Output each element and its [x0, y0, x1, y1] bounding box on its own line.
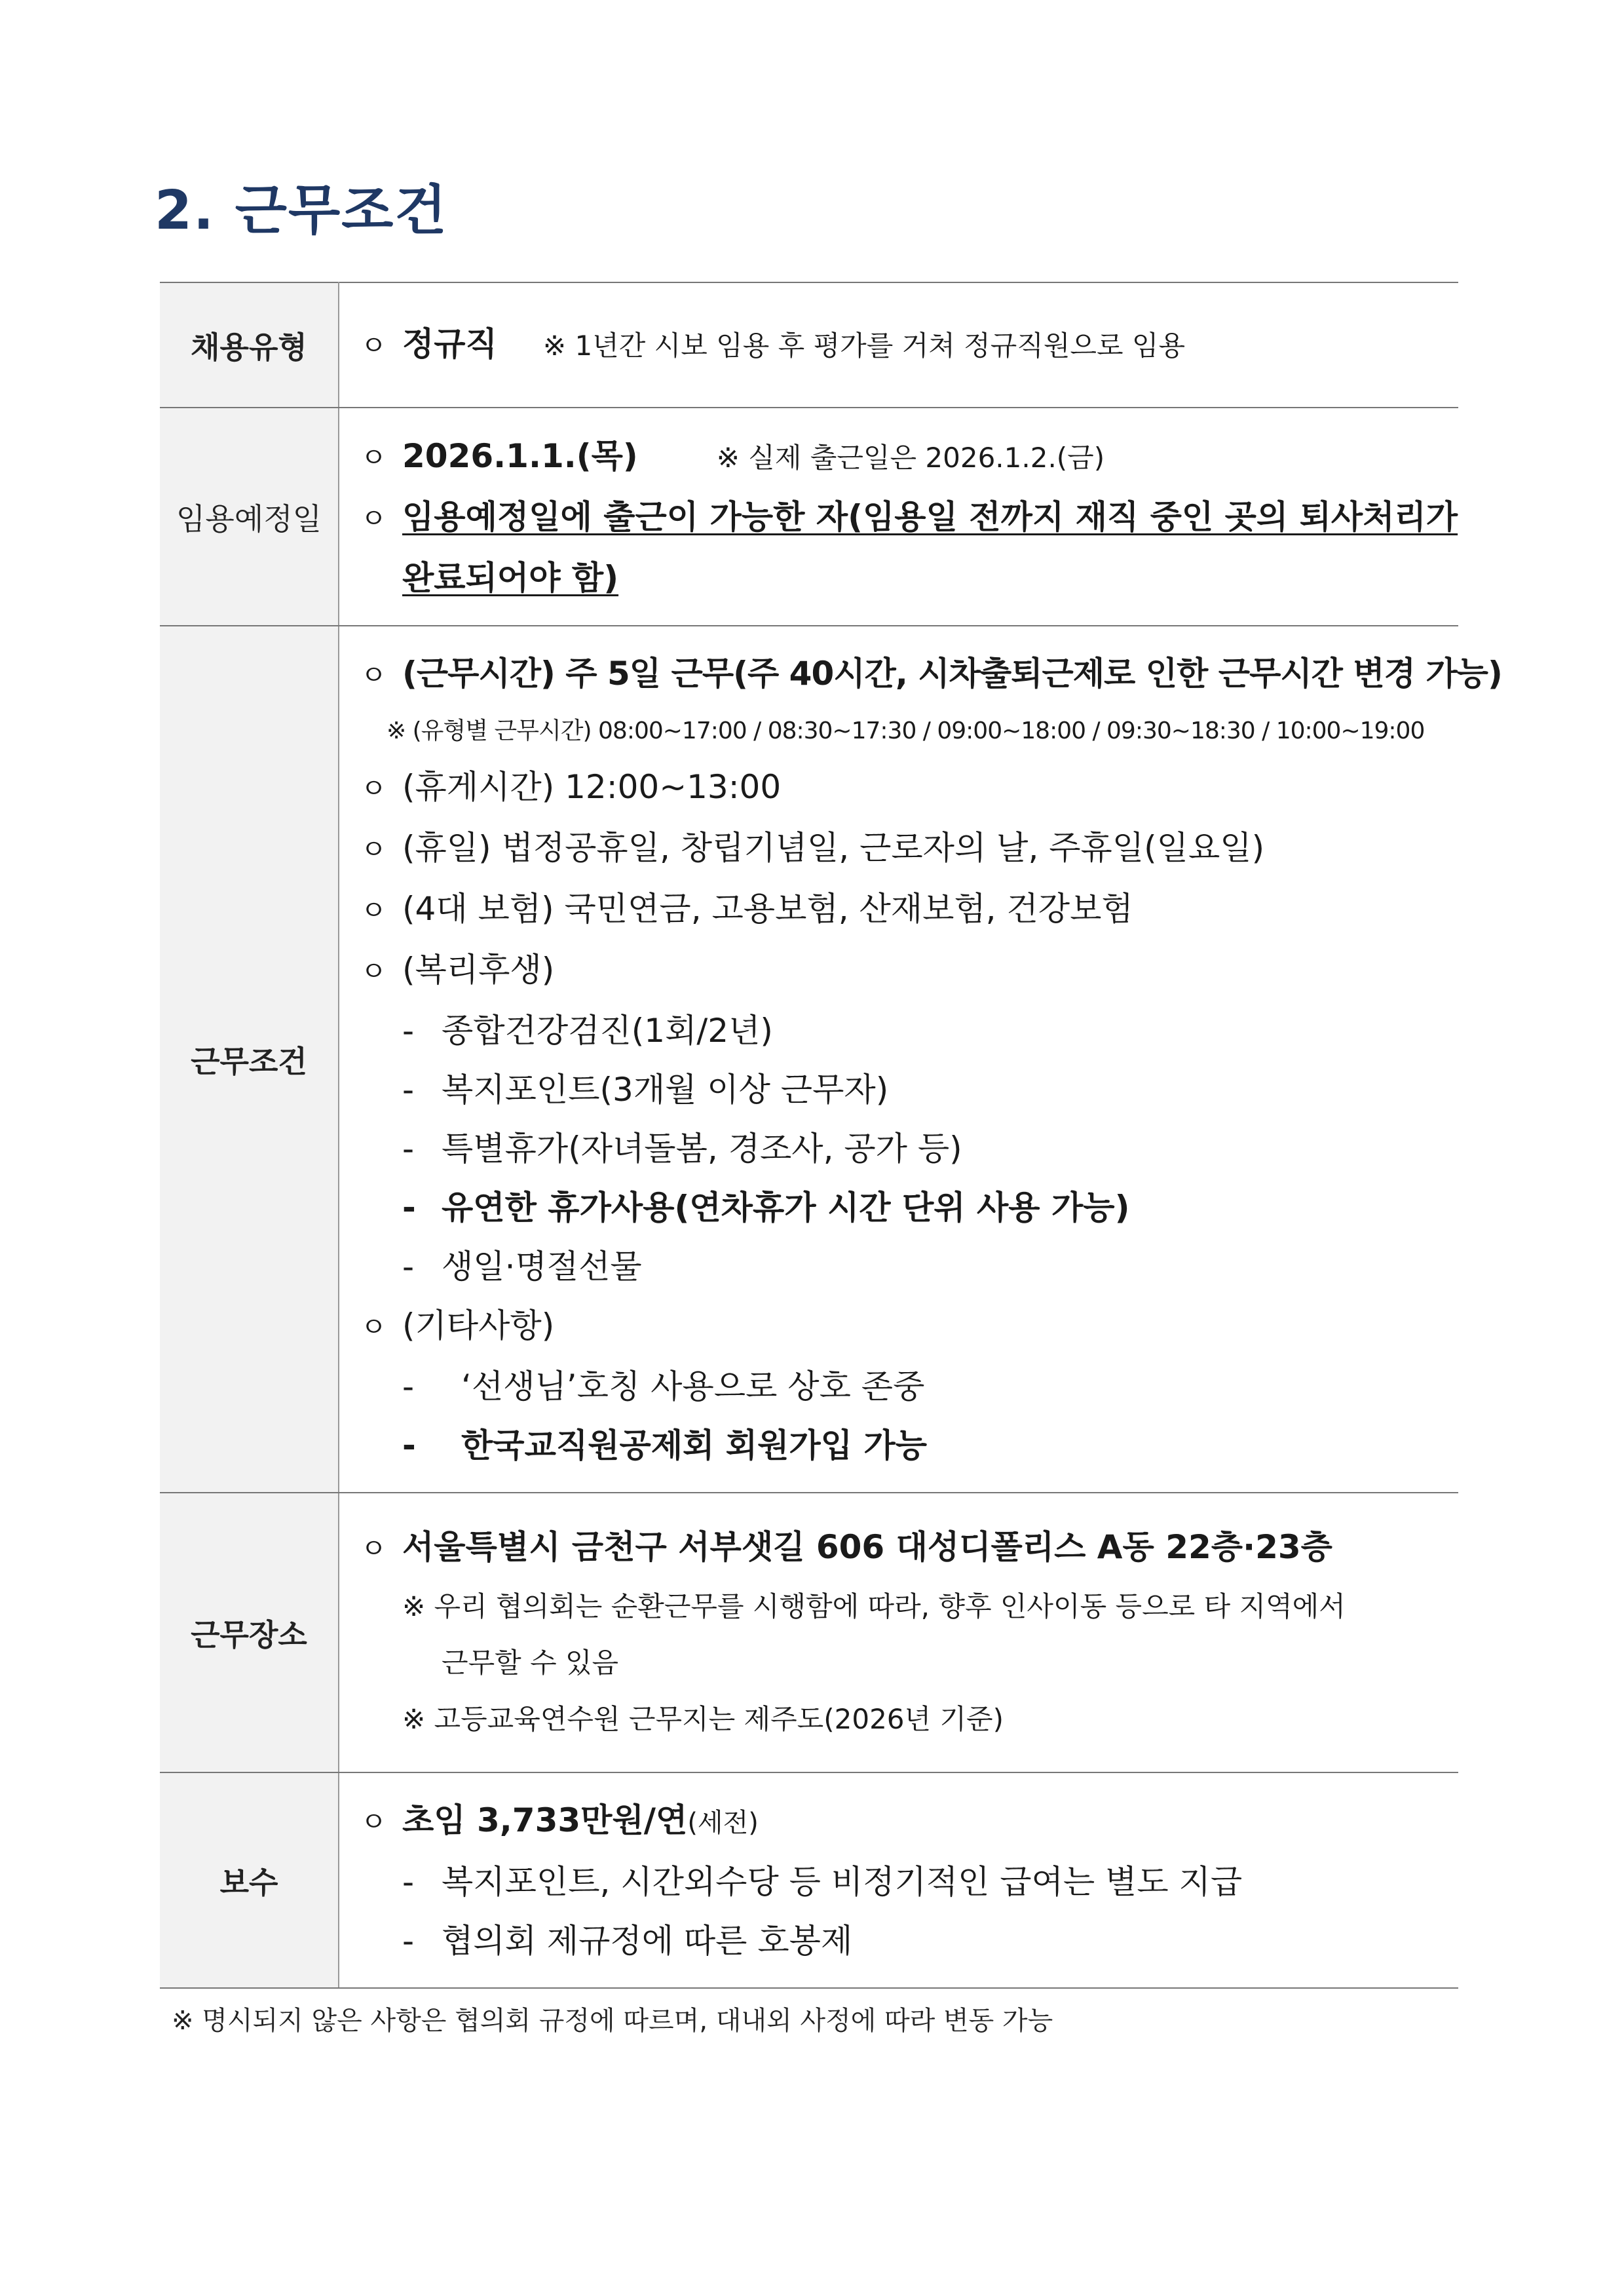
welfare-item: 유연한 휴가사용(연차휴가 시간 단위 사용 가능) [442, 1188, 1130, 1227]
welfare-title: (복리후생) [402, 950, 555, 989]
work-hours-note: ※ (유형별 근무시간) 08:00~17:00 / 08:30~17:30 / 09:00~18:00 / 09:30~18:30 / 10:00~19:00 [387, 717, 1425, 744]
section-title: 2. 근무조건 [155, 180, 448, 242]
row-header-start-date: 임용예정일 [160, 408, 339, 626]
start-date-value: 2026.1.1.(목) [402, 436, 638, 475]
dash-marker: - [402, 1011, 415, 1050]
dash-marker: - [402, 1921, 415, 1960]
bullet-icon: ㅇ [360, 894, 387, 927]
salary-item: 복지포인트, 시간외수당 등 비정기적인 급여는 별도 지급 [442, 1862, 1243, 1901]
row-start-date [160, 408, 1458, 626]
employment-type-note: ※ 1년간 시보 임용 후 평가를 거쳐 정규직원으로 임용 [542, 330, 1186, 362]
location-note-2: ※ 고등교육연수원 근무지는 제주도(2026년 기준) [402, 1703, 1004, 1735]
work-hours: (근무시간) 주 5일 근무(주 40시간, 시차출퇴근제로 인한 근무시간 변경 가능) [402, 654, 1502, 693]
location-note-1-cont: 근무할 수 있음 [442, 1647, 619, 1679]
salary-suffix: (세전) [687, 1807, 759, 1838]
row-conditions [160, 626, 1458, 1493]
dash-marker: - [402, 1862, 415, 1901]
holidays: (휴일) 법정공휴일, 창립기념일, 근로자의 날, 주휴일(일요일) [402, 828, 1265, 867]
row-employment-type [160, 282, 1458, 408]
insurance: (4대 보험) 국민연금, 고용보험, 산재보험, 건강보험 [402, 889, 1133, 928]
bullet-icon: ㅇ [360, 441, 387, 474]
break-time: (휴게시간) 12:00~13:00 [402, 767, 782, 806]
employment-type-value: 정규직 [402, 325, 497, 363]
salary-value: 초임 3,733만원/연 [402, 1801, 688, 1839]
work-conditions-table [160, 282, 1502, 1989]
start-date-note: ※ 실제 출근일은 2026.1.2.(금) [716, 441, 1105, 474]
etc-title: (기타사항) [402, 1306, 555, 1345]
start-date-requirement-cont: 완료되어야 함) [402, 558, 619, 597]
bullet-icon: ㅇ [360, 1805, 387, 1838]
row-body-employment-type [339, 282, 1458, 408]
row-body-location [339, 1493, 1458, 1772]
welfare-item: 생일·명절선물 [442, 1247, 642, 1286]
dash-marker: - [402, 1188, 416, 1227]
row-location [160, 1493, 1458, 1772]
etc-item: ‘선생님’호칭 사용으로 상호 존중 [461, 1367, 925, 1406]
row-salary [160, 1772, 1458, 1988]
dash-marker: - [402, 1129, 415, 1168]
dash-marker: - [402, 1070, 415, 1109]
row-header-salary: 보수 [160, 1772, 339, 1988]
location-address: 서울특별시 금천구 서부샛길 606 대성디폴리스 A동 22층·23층 [402, 1528, 1332, 1566]
bullet-icon: ㅇ [360, 1311, 387, 1343]
location-note-1: ※ 우리 협의회는 순환근무를 시행함에 따라, 향후 인사이동 등으로 타 지역에서 [402, 1590, 1346, 1622]
dash-marker: - [402, 1367, 415, 1406]
salary-item: 협의회 제규정에 따른 호봉제 [442, 1921, 853, 1960]
row-body-start-date [339, 408, 1458, 626]
welfare-item: 특별휴가(자녀돌봄, 경조사, 공가 등) [442, 1129, 962, 1168]
bullet-icon: ㅇ [360, 1533, 387, 1565]
welfare-item: 종합건강검진(1회/2년) [442, 1011, 773, 1050]
dash-marker: - [402, 1247, 415, 1286]
row-header-conditions: 근무조건 [160, 626, 339, 1493]
etc-item: 한국교직원공제회 회원가입 가능 [461, 1426, 928, 1464]
bullet-icon: ㅇ [360, 955, 387, 987]
bullet-icon: ㅇ [360, 659, 387, 691]
bullet-icon: ㅇ [360, 330, 387, 362]
bullet-icon: ㅇ [360, 502, 387, 535]
row-body-conditions [339, 626, 1502, 1493]
bullet-icon: ㅇ [360, 772, 387, 805]
dash-marker: - [402, 1426, 416, 1464]
row-header-location: 근무장소 [160, 1493, 339, 1772]
bullet-icon: ㅇ [360, 833, 387, 866]
row-header-employment-type: 채용유형 [160, 282, 339, 408]
row-body-salary [339, 1772, 1458, 1988]
start-date-requirement: 임용예정일에 출근이 가능한 자(임용일 전까지 재직 중인 곳의 퇴사처리가 [402, 497, 1458, 536]
footer-note: ※ 명시되지 않은 사항은 협의회 규정에 따르며, 대내외 사정에 따라 변동 가능 [172, 2006, 1053, 2036]
welfare-item: 복지포인트(3개월 이상 근무자) [442, 1070, 889, 1109]
